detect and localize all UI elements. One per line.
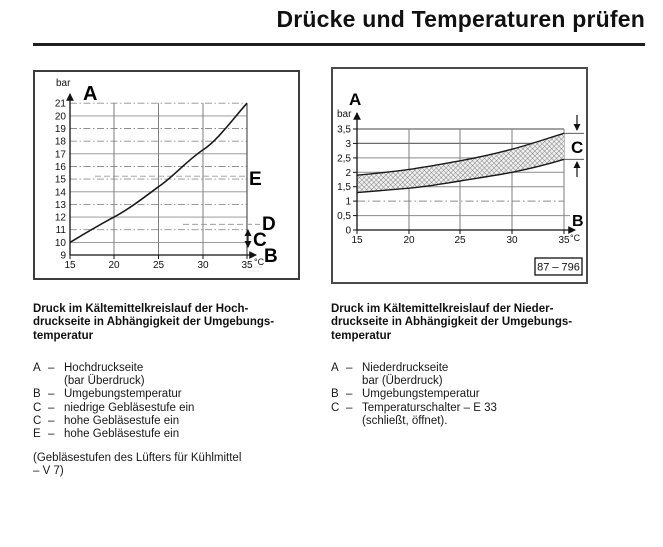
high-pressure-chart <box>35 72 298 278</box>
note-line: (Gebläsestufen des Lüfters für Kühlmittel <box>33 452 242 464</box>
caption-line: temperatur <box>33 329 94 342</box>
tick-label: 25 <box>152 260 165 271</box>
caption-line: Druck im Kältemittelkreislauf der Hoch- <box>33 303 249 315</box>
tick-label: 35 <box>558 235 570 246</box>
left-note <box>33 452 241 478</box>
right-caption <box>331 303 623 343</box>
label-b: B <box>264 246 278 267</box>
figure-number: 87 – 796 <box>537 261 580 274</box>
label-d: D <box>262 214 276 235</box>
legend-item-sub <box>33 375 194 388</box>
legend-text: hohe Gebläsestufe ein <box>64 414 180 427</box>
legend-text: hohe Gebläsestufe ein <box>64 428 180 441</box>
caption-line: druckseite in Abhängigkeit der Umgebungs- <box>33 316 275 329</box>
legend-subtext: (bar Überdruck) <box>64 375 145 388</box>
tick-label: 1 <box>345 196 351 208</box>
legend-key: C <box>33 414 42 427</box>
tick-label: 1,5 <box>337 182 351 194</box>
legend-dash: – <box>48 428 55 441</box>
x-tick-labels <box>64 260 253 271</box>
low-pressure-chart <box>333 69 586 282</box>
caption-line: druckseite in Abhängigkeit der Umgebungs- <box>331 316 573 329</box>
legend-key: C <box>331 401 340 414</box>
tick-label: 18 <box>54 136 66 148</box>
x-axis-unit-label: °C <box>570 233 581 243</box>
legend-item-sub <box>331 415 497 428</box>
tick-label: 2 <box>345 167 351 179</box>
x-axis-unit-label: °C <box>254 257 265 267</box>
label-c: C <box>571 138 584 157</box>
x-tick-labels <box>351 235 570 246</box>
legend-text: niedrige Gebläsestufe ein <box>64 401 195 414</box>
y-tick-labels <box>55 99 67 262</box>
legend-text: Umgebungstemperatur <box>64 388 182 401</box>
legend-dash: – <box>48 414 55 427</box>
title-rule <box>33 43 645 46</box>
tick-label: 0,5 <box>337 211 351 223</box>
left-caption <box>33 303 325 343</box>
tick-label: 30 <box>197 260 209 271</box>
tick-label: 0 <box>345 225 351 237</box>
tick-label: 9 <box>60 250 66 262</box>
y-axis-unit-label: bar <box>337 109 352 120</box>
legend-subtext: bar (Überdruck) <box>362 375 443 388</box>
legend-text: Temperaturschalter – E 33 <box>362 401 497 414</box>
legend-dash: – <box>346 388 353 401</box>
caption-line: temperatur <box>331 329 392 342</box>
legend-dash: – <box>48 401 55 414</box>
figure-number-box <box>535 258 582 275</box>
legend-item <box>331 402 497 415</box>
tick-label: 20 <box>54 111 66 123</box>
note-line: – V 7) <box>33 465 64 478</box>
label-b: B <box>572 213 584 230</box>
legend-item-sub <box>331 375 497 388</box>
high-pressure-chart-frame <box>33 70 300 280</box>
legend-key: E <box>33 428 41 441</box>
y-tick-labels <box>337 125 351 237</box>
tick-label: 3 <box>345 138 351 150</box>
legend-dash: – <box>346 401 353 414</box>
tick-label: 16 <box>54 162 66 173</box>
tick-label: 35 <box>241 260 253 271</box>
legend-dash: – <box>48 388 55 401</box>
legend-item <box>33 428 194 441</box>
legend-key: B <box>331 388 339 401</box>
legend-item <box>33 415 194 428</box>
tick-label: 15 <box>64 260 76 271</box>
legend-item <box>33 402 194 415</box>
tick-label: 10 <box>54 237 66 249</box>
legend-item <box>33 362 194 375</box>
legend-item <box>331 388 497 401</box>
page-title: Drücke und Temperaturen prüfen <box>276 6 645 32</box>
legend-key: B <box>33 388 41 401</box>
right-legend <box>331 362 497 428</box>
tick-label: 30 <box>506 235 518 246</box>
legend-dash: – <box>48 362 55 374</box>
label-a: A <box>349 90 362 109</box>
tick-label: 11 <box>55 225 66 237</box>
legend-subtext: (schließt, öffnet). <box>362 414 448 427</box>
tick-label: 21 <box>54 98 66 110</box>
left-legend <box>33 362 194 441</box>
label-e: E <box>249 169 262 190</box>
tick-label: 17 <box>54 149 66 161</box>
tick-label: 3,5 <box>337 124 351 136</box>
label-c: C <box>253 230 267 251</box>
tick-label: 14 <box>54 187 66 199</box>
legend-dash: – <box>346 362 353 374</box>
tick-label: 2,5 <box>337 153 351 165</box>
tick-label: 12 <box>54 212 66 224</box>
tick-label: 13 <box>54 199 66 211</box>
low-pressure-chart-frame <box>331 67 588 284</box>
legend-text: Umgebungstemperatur <box>362 388 480 401</box>
legend-text: Hochdruckseite <box>64 362 144 374</box>
tick-label: 15 <box>54 174 66 186</box>
y-axis-unit-label: bar <box>56 78 71 89</box>
tick-label: 25 <box>454 235 466 246</box>
tick-label: 19 <box>54 124 66 135</box>
tick-label: 20 <box>403 235 415 246</box>
legend-key: A <box>331 362 339 374</box>
tick-label: 15 <box>351 235 363 246</box>
legend-key: A <box>33 362 41 374</box>
legend-key: C <box>33 401 42 414</box>
legend-item <box>331 362 497 375</box>
legend-item <box>33 388 194 401</box>
tick-label: 20 <box>108 260 120 271</box>
label-a: A <box>83 83 98 105</box>
legend-text: Niederdruckseite <box>362 362 449 374</box>
caption-line: Druck im Kältemittelkreislauf der Nieder- <box>331 303 554 315</box>
